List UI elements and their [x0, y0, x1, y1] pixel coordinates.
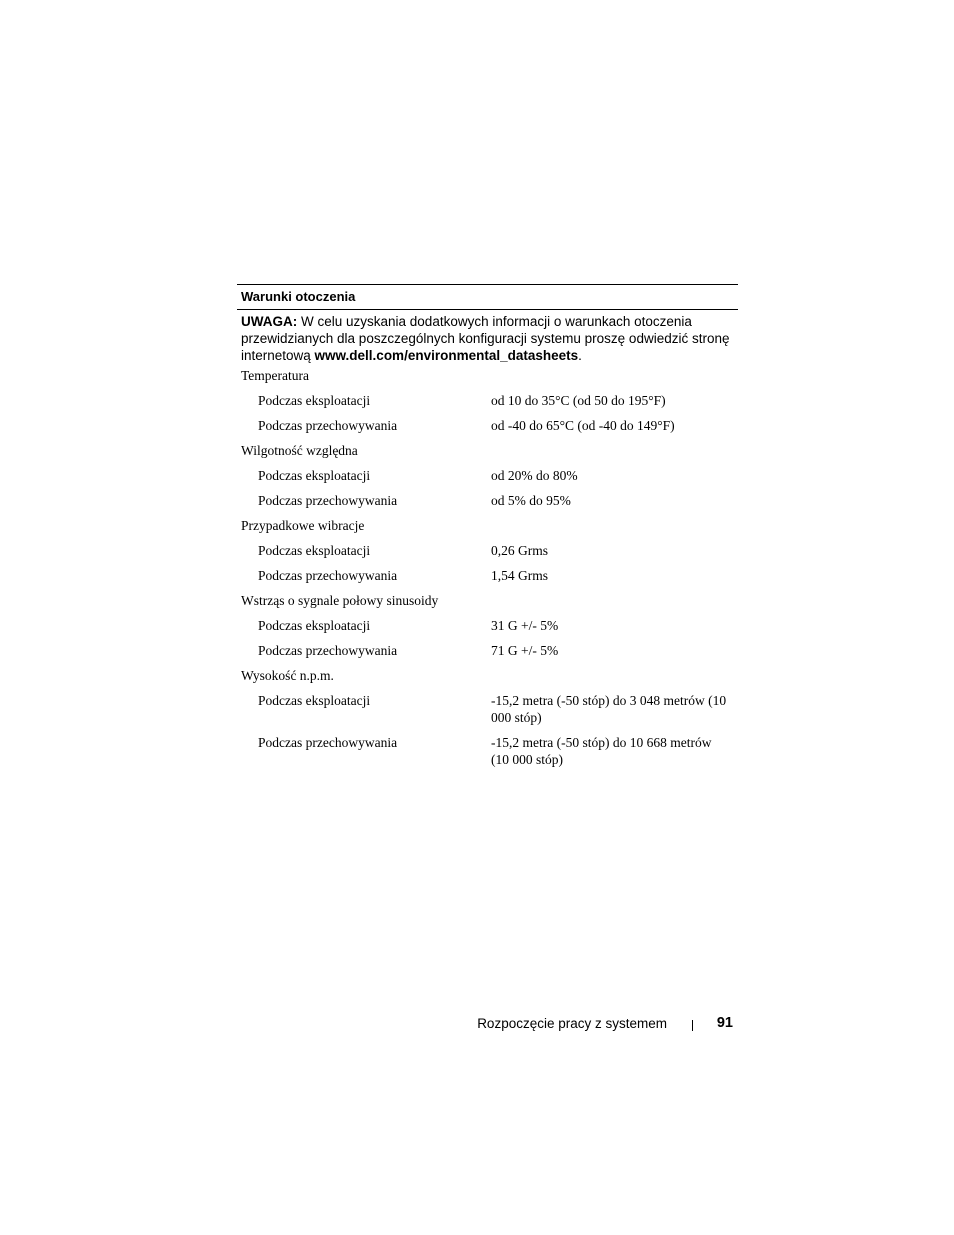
group-humidity-label: Wilgotność względna [241, 443, 358, 458]
row-label: Podczas przechowywania [258, 735, 398, 750]
row-label: Podczas eksploatacji [258, 693, 371, 708]
section-title: Warunki otoczenia [241, 289, 356, 304]
spec-row [237, 417, 738, 442]
row-value: -15,2 metra (-50 stóp) do 10 668 metrów (10 000 stóp) [491, 735, 712, 767]
spec-row [237, 542, 738, 567]
note-text: W celu uzyskania dodatkowych informacji o warunkach otoczenia przewidzianych dla poszczególnych konfiguracji systemu proszę odwiedzić stronę internetową [241, 314, 730, 363]
row-value: 1,54 Grms [491, 568, 548, 583]
note-label: UWAGA: [241, 314, 298, 329]
page-number: 91 [716, 1015, 733, 1031]
note-end: . [578, 348, 582, 363]
spec-row [237, 734, 738, 776]
spec-row [237, 617, 738, 642]
spec-row [237, 492, 738, 517]
spec-row [237, 467, 738, 492]
spec-row [237, 642, 738, 667]
group-shock-label: Wstrząs o sygnale połowy sinusoidy [241, 593, 439, 608]
row-label: Podczas przechowywania [258, 418, 398, 433]
footer-chapter-title: Rozpoczęcie pracy z systemem [477, 1016, 667, 1031]
row-value: od 5% do 95% [491, 493, 571, 508]
spec-row [237, 567, 738, 592]
spec-row [237, 392, 738, 417]
row-label: Podczas eksploatacji [258, 618, 371, 633]
row-value: 31 G +/- 5% [491, 618, 559, 633]
row-label: Podczas eksploatacji [258, 543, 371, 558]
row-label: Podczas przechowywania [258, 643, 398, 658]
row-label: Podczas eksploatacji [258, 393, 371, 408]
group-temperature-label: Temperatura [241, 368, 310, 383]
spec-rows [237, 367, 738, 776]
footer-separator [692, 1020, 693, 1031]
environment-spec-table [237, 284, 738, 776]
row-value: od 20% do 80% [491, 468, 578, 483]
group-vibration-label: Przypadkowe wibracje [241, 518, 365, 533]
row-label: Podczas eksploatacji [258, 468, 371, 483]
row-label: Podczas przechowywania [258, 568, 398, 583]
note-box [237, 310, 738, 367]
row-value: od 10 do 35°C (od 50 do 195°F) [491, 393, 666, 408]
row-value: 0,26 Grms [491, 543, 548, 558]
page-footer [0, 1014, 954, 1034]
row-value: 71 G +/- 5% [491, 643, 559, 658]
datasheet-url: www.dell.com/environmental_datasheets [314, 348, 579, 363]
row-label: Podczas przechowywania [258, 493, 398, 508]
row-value: -15,2 metra (-50 stóp) do 3 048 metrów (10 000 stóp) [491, 693, 727, 725]
group-altitude-label: Wysokość n.p.m. [241, 668, 334, 683]
spec-row [237, 692, 738, 734]
row-value: od -40 do 65°C (od -40 do 149°F) [491, 418, 675, 433]
